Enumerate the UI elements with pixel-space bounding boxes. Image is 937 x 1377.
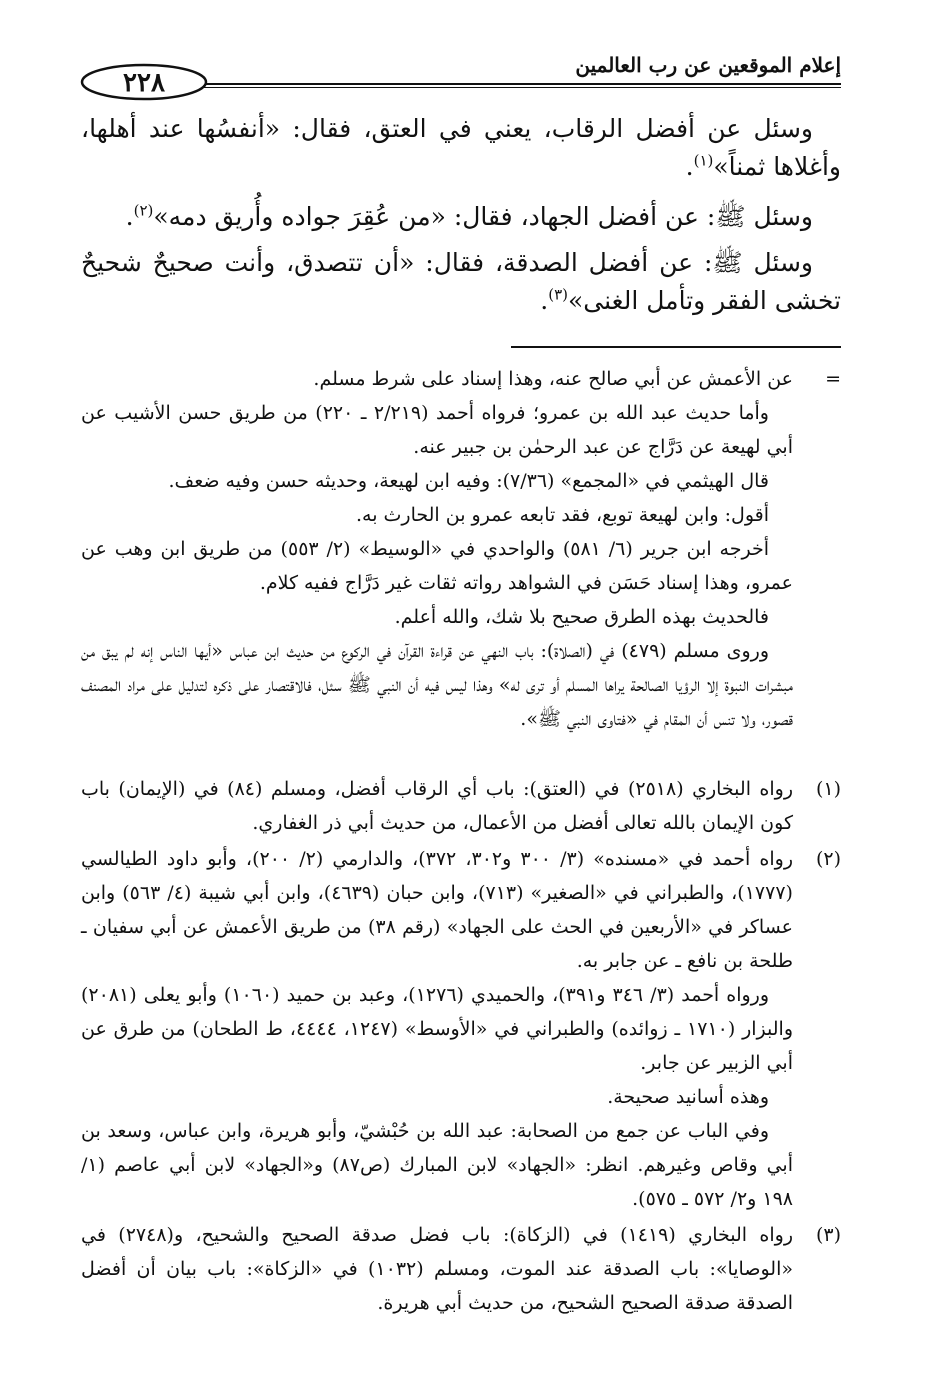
footnote-number: (١) xyxy=(815,778,841,800)
running-header-title: إعلام الموقعين عن رب العالمين xyxy=(575,53,841,77)
footnote-text: رواه البخاري (١٤١٩) في (الزكاة): باب فضل صدقة الصحيح والشحيح، و(٢٧٤٨) في «الوصايا»: باب الصدقة عند الموت، ومسلم (١٠٣٢) في «الزكاة»: باب بيان أن أفضل الصدقة صدقة الصحيح الشحيح، من حديث أبي هريرة. xyxy=(81,1224,794,1314)
main-paragraph-1: وسئل عن أفضل الرقاب، يعني في العتق، فقال: «أنفسُها عند أهلها، وأغلاها ثمناً»$^{(١)}$. xyxy=(81,114,841,181)
footnote-line: وروى مسلم (٤٧٩) في (الصلاة): باب النهي عن قراءة القرآن في الركوع من حديث ابن عباس «أيها الناس إنه لم يبق من مبشرات النبوة إلا الرؤيا الصالحة يراها المسلم أو ترى له» وهذا ليس فيه أن النبي ﷺ سئل، فالاقتصار على ذكره لتدليل على مراد المصنف قصور، ولا تنس أن المقام في «فتاوى النبي ﷺ». xyxy=(81,640,793,730)
footnote-text: وفي الباب عن جمع من الصحابة: عبد الله بن حُبْشيّ، وأبو هريرة، وابن عباس، وسعد بن أبي وقاص وغيرهم. انظر: «الجهاد» لابن المبارك (ص٨٧) و«الجهاد» لابن أبي عاصم (١/ ١٩٨ و٢/ ٥٧٢ ـ ٥٧٥). xyxy=(81,1120,793,1210)
footnote-separator xyxy=(511,346,841,348)
footnote-ref-2: (٢) xyxy=(133,201,154,220)
footnote-number: (٣) xyxy=(815,1224,841,1246)
footnote-line: أخرجه ابن جرير (٦/ ٥٨١) والواحدي في «الوسيط» (٢/ ٥٥٣) من طريق ابن وهب عن عمرو، وهذا إسناد حَسَن في الشواهد رواته ثقات غير دَرَّاج ففيه كلام. xyxy=(81,538,793,594)
footnote-ref-3: (٣) xyxy=(548,285,568,304)
footnote-line: أقول: وابن لهيعة توبع، فقد تابعه عمرو بن الحارث به. xyxy=(355,504,769,526)
footnote-line: عن الأعمش عن أبي صالح عنه، وهذا إسناد على شرط مسلم. xyxy=(313,368,793,390)
main-paragraph-3: وسئل ﷺ: عن أفضل الصدقة، فقال: «أن تتصدق، وأنت صحيحٌ شحيحٌ تخشى الفقر وتأمل الغنى»$^{(٣)}$. xyxy=(81,248,841,315)
page-number-badge xyxy=(78,62,210,102)
continuation-marker: = xyxy=(825,368,841,390)
footnote-continuation xyxy=(81,362,841,736)
main-paragraph-2: وسئل ﷺ: عن أفضل الجهاد، فقال: «من عُقِرَ جواده وأُريق دمه»$^{(٢)}$. xyxy=(125,201,813,231)
footnote-2 xyxy=(81,842,841,1216)
footnote-1 xyxy=(81,772,841,840)
page-number: ٢٢٨ xyxy=(123,68,165,98)
footnote-text: ورواه أحمد (٣/ ٣٤٦ و٣٩١)، والحميدي (١٢٧٦)، وعبد بن حميد (١٠٦٠) وأبو يعلى (٢٠٨١) والبزار (١٧١٠ ـ زوائده) والطبراني في «الأوسط» (١٢٤٧، ٤٤٤٤، ط الطحان) من طرق عن أبي الزبير عن جابر. xyxy=(81,984,794,1074)
footnote-number: (٢) xyxy=(815,848,841,870)
footnote-ref-1: (١) xyxy=(693,151,714,170)
footnote-text: وهذه أسانيد صحيحة. xyxy=(607,1086,769,1108)
footnote-text: رواه البخاري (٢٥١٨) في (العتق): باب أي الرقاب أفضل، ومسلم (٨٤) في (الإيمان) باب كون الإيمان بالله تعالى أفضل من الأعمال، من حديث أبي ذر الغفاري. xyxy=(81,778,794,834)
footnote-line: وأما حديث عبد الله بن عمرو؛ فرواه أحمد (٢/٢١٩ ـ ٢٢٠) من طريق حسن الأشيب عن أبي لهيعة عن دَرَّاج عن عبد الرحمٰن بن جبير عنه. xyxy=(81,402,793,458)
footnote-3 xyxy=(81,1218,841,1320)
footnote-line: فالحديث بهذه الطرق صحيح بلا شك، والله أعلم. xyxy=(394,606,769,628)
footnote-text: رواه أحمد في «مسنده» (٣/ ٣٠٠ و٣٠٢، ٣٧٢)، والدارمي (٢/ ٢٠٠)، وأبو داود الطيالسي (١٧٧٧)، والطبراني في «الصغير» (٧١٣)، وابن حبان (٤٦٣٩)، وابن أبي شيبة (٤/ ٥٦٣) وابن عساكر في «الأربعين في الحث على الجهاد» (رقم ٣٨) من طريق الأعمش عن أبي سفيان ـ طلحة بن نافع ـ عن جابر به. xyxy=(81,848,793,972)
footnote-line: قال الهيثمي في «المجمع» (٧/٣٦): وفيه ابن لهيعة، وحديثه حسن وفيه ضعف. xyxy=(168,470,769,492)
